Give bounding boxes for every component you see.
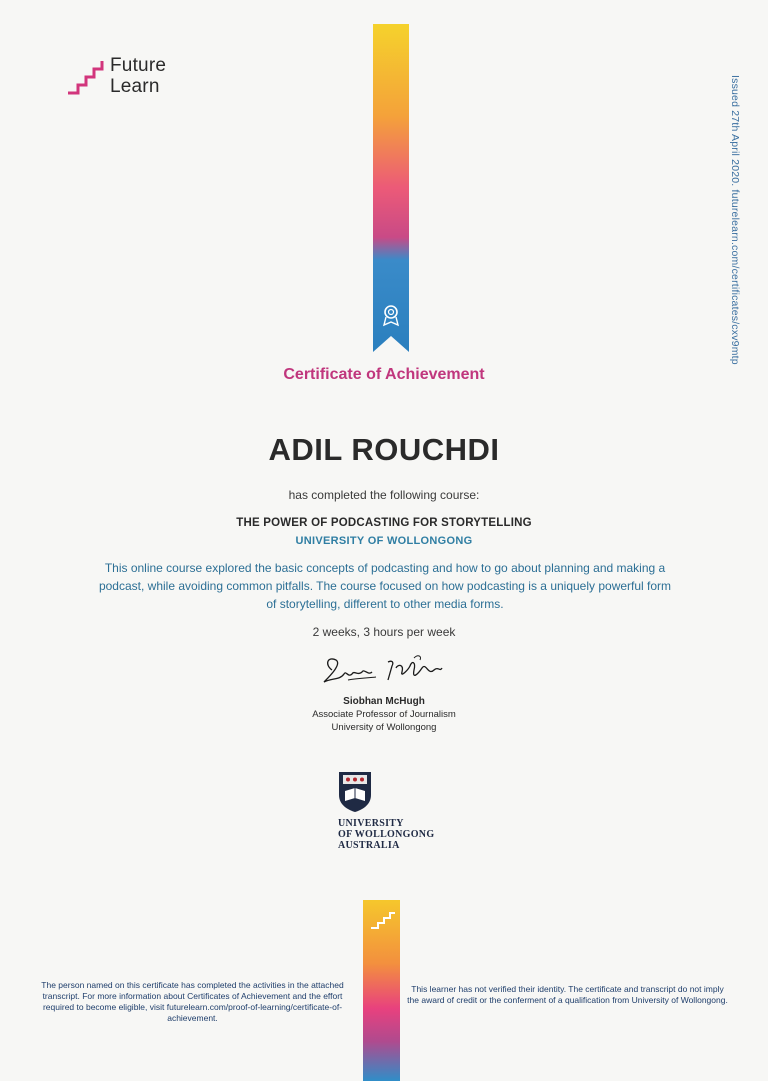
completed-text: has completed the following course:: [288, 488, 480, 502]
wordmark-line2: OF WOLLONGONG: [338, 829, 435, 840]
futurelearn-logo: [66, 55, 186, 100]
university-wordmark: [338, 818, 434, 851]
course-duration: 2 weeks, 3 hours per week: [312, 625, 456, 639]
wordmark-line3: AUSTRALIA: [338, 840, 400, 851]
logo-line1: Future: [110, 55, 167, 76]
stairs-icon: [66, 59, 106, 97]
signer-name: Siobhan McHugh: [343, 696, 425, 707]
footer-left-text: The person named on this certificate has completed the activities in the attached transcript. For more information about Certificates of Achievement and the effort required to become eligible, visit futurelearn.com/proof-of-learning/certificate-of-achievement.: [41, 980, 344, 1023]
course-university: UNIVERSITY OF WOLLONGONG: [295, 535, 473, 547]
logo-line2: Learn: [110, 76, 160, 97]
issued-date-url: Issued 27th April 2020. futurelearn.com/certificates/cxv9mtp: [729, 75, 741, 365]
certificate-title: Certificate of Achievement: [283, 366, 485, 383]
bottom-ribbon: [363, 900, 400, 1081]
footer-right-text: This learner has not verified their identity. The certificate and transcript do not imply the award of credit or the conferment of a qualification from University of Wollongong.: [407, 984, 728, 1005]
course-title: THE POWER OF PODCASTING FOR STORYTELLING: [236, 517, 532, 529]
wordmark-line1: UNIVERSITY: [338, 818, 404, 829]
course-description: This online course explored the basic concepts of podcasting and how to go about planning and making a podcast, while avoiding common pitfalls. The course focused on how podcasting is a uniquely powerful form of storytelling, different to other media forms.: [98, 561, 672, 611]
signer-role: Associate Professor of Journalism: [312, 709, 456, 720]
signature-image: [318, 650, 448, 692]
recipient-name: ADIL ROUCHDI: [268, 432, 500, 467]
top-ribbon: [373, 24, 409, 352]
crest-icon: [338, 771, 372, 813]
signer-organization: University of Wollongong: [331, 722, 437, 733]
